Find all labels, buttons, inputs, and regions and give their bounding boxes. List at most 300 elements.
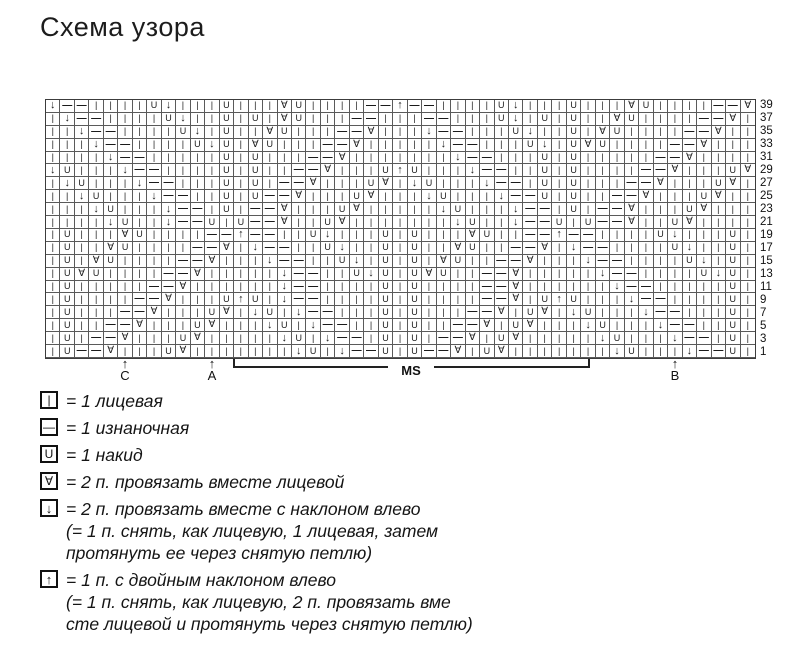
grid-cell-yarn-over: U (668, 242, 682, 255)
grid-cell-knit: | (741, 242, 755, 255)
grid-cell-knit: | (726, 152, 740, 165)
grid-cell-yarn-over: U (191, 139, 205, 152)
grid-cell-purl: — (60, 100, 74, 113)
grid-cell-yarn-over: U (104, 255, 118, 268)
grid-cell-double-decrease: ↑ (393, 100, 407, 113)
grid-cell-ssk: ↓ (581, 255, 595, 268)
grid-cell-knit: | (75, 319, 89, 332)
grid-cell-yarn-over: U (596, 319, 610, 332)
grid-cell-knit: | (552, 177, 566, 190)
grid-cell-purl: — (480, 281, 494, 294)
grid-cell-knit: | (422, 139, 436, 152)
grid-cell-knit: | (509, 229, 523, 242)
grid-cell-yarn-over: U (220, 100, 234, 113)
grid-cell-k2tog: ∀ (335, 152, 349, 165)
grid-cell-knit: | (278, 306, 292, 319)
grid-cell-knit: | (567, 255, 581, 268)
grid-cell-yarn-over: U (220, 177, 234, 190)
grid-cell-yarn-over: U (466, 216, 480, 229)
grid-cell-knit: | (422, 281, 436, 294)
grid-cell-yarn-over: U (451, 203, 465, 216)
grid-cell-ssk: ↓ (509, 100, 523, 113)
grid-cell-double-decrease: ↑ (552, 293, 566, 306)
grid-cell-purl: — (89, 345, 103, 358)
grid-cell-knit: | (668, 281, 682, 294)
grid-cell-yarn-over: U (625, 113, 639, 126)
grid-cell-knit: | (451, 100, 465, 113)
grid-cell-knit: | (523, 332, 537, 345)
grid-cell-knit: | (263, 177, 277, 190)
grid-cell-knit: | (639, 152, 653, 165)
grid-cell-knit: | (350, 100, 364, 113)
grid-cell-knit: | (408, 216, 422, 229)
chart-row-numbers (760, 99, 790, 359)
grid-cell-knit: | (639, 203, 653, 216)
grid-cell-knit: | (104, 113, 118, 126)
grid-cell-knit: | (741, 345, 755, 358)
grid-cell-yarn-over: U (581, 216, 595, 229)
grid-cell-knit: | (741, 281, 755, 294)
grid-cell-knit: | (581, 268, 595, 281)
grid-cell-purl: — (133, 164, 147, 177)
grid-cell-knit: | (523, 152, 537, 165)
grid-cell-knit: | (379, 216, 393, 229)
grid-cell-knit: | (379, 126, 393, 139)
grid-cell-purl: — (437, 332, 451, 345)
grid-cell-knit: | (712, 229, 726, 242)
grid-cell-knit: | (495, 319, 509, 332)
grid-cell-yarn-over: U (408, 164, 422, 177)
grid-cell-knit: | (249, 281, 263, 294)
grid-cell-ssk: ↓ (278, 281, 292, 294)
grid-cell-yarn-over: U (538, 190, 552, 203)
grid-cell-knit: | (683, 164, 697, 177)
grid-cell-knit: | (234, 332, 248, 345)
grid-cell-knit: | (610, 242, 624, 255)
grid-cell-knit: | (133, 216, 147, 229)
grid-cell-knit: | (654, 100, 668, 113)
grid-cell-knit: | (408, 203, 422, 216)
grid-cell-yarn-over: U (133, 229, 147, 242)
grid-cell-knit: | (191, 152, 205, 165)
grid-cell-yarn-over: U (726, 281, 740, 294)
grid-cell-yarn-over: U (726, 242, 740, 255)
grid-cell-yarn-over: U (523, 306, 537, 319)
grid-cell-yarn-over: U (220, 113, 234, 126)
grid-cell-knit: | (118, 281, 132, 294)
grid-cell-knit: | (75, 216, 89, 229)
grid-cell-yarn-over: U (118, 216, 132, 229)
grid-cell-purl: — (451, 319, 465, 332)
grid-cell-yarn-over: U (726, 255, 740, 268)
grid-cell-knit: | (220, 281, 234, 294)
grid-cell-knit: | (552, 113, 566, 126)
grid-cell-knit: | (46, 345, 60, 358)
grid-cell-knit: | (263, 293, 277, 306)
grid-cell-k2tog: ∀ (75, 268, 89, 281)
grid-cell-purl: — (523, 229, 537, 242)
grid-cell-purl: — (610, 190, 624, 203)
grid-cell-yarn-over: U (220, 164, 234, 177)
grid-cell-knit: | (46, 319, 60, 332)
grid-cell-ssk: ↓ (422, 190, 436, 203)
grid-cell-purl: — (162, 268, 176, 281)
grid-cell-knit: | (147, 203, 161, 216)
grid-cell-k2tog: ∀ (712, 190, 726, 203)
row-number: 3 (760, 333, 767, 345)
grid-cell-ssk: ↓ (567, 306, 581, 319)
legend (40, 390, 780, 640)
grid-cell-yarn-over: U (335, 255, 349, 268)
grid-cell-knit: | (437, 177, 451, 190)
grid-cell-knit: | (741, 152, 755, 165)
grid-cell-knit: | (46, 255, 60, 268)
grid-cell-knit: | (220, 268, 234, 281)
grid-cell-purl: — (596, 203, 610, 216)
grid-cell-yarn-over: U (567, 139, 581, 152)
grid-cell-knit: | (639, 332, 653, 345)
grid-cell-knit: | (350, 229, 364, 242)
grid-cell-purl: — (118, 152, 132, 165)
grid-cell-yarn-over: U (408, 332, 422, 345)
grid-cell-purl: — (523, 203, 537, 216)
grid-cell-yarn-over: U (379, 268, 393, 281)
grid-cell-yarn-over: U (552, 216, 566, 229)
grid-cell-knit: | (683, 293, 697, 306)
grid-cell-k2tog: ∀ (712, 126, 726, 139)
row-number: 13 (760, 268, 773, 280)
grid-cell-knit: | (639, 216, 653, 229)
grid-cell-knit: | (292, 203, 306, 216)
grid-cell-knit: | (321, 281, 335, 294)
grid-cell-yarn-over: U (538, 152, 552, 165)
grid-cell-knit: | (668, 203, 682, 216)
grid-cell-knit: | (741, 319, 755, 332)
grid-cell-yarn-over: U (726, 293, 740, 306)
double-decrease-icon: ↑ (40, 570, 58, 588)
grid-cell-knit: | (220, 255, 234, 268)
grid-cell-ssk: ↓ (654, 319, 668, 332)
grid-cell-purl: — (697, 113, 711, 126)
grid-cell-k2tog: ∀ (422, 268, 436, 281)
grid-cell-knit: | (191, 293, 205, 306)
grid-cell-knit: | (523, 268, 537, 281)
grid-cell-knit: | (654, 216, 668, 229)
grid-cell-ssk: ↓ (205, 139, 219, 152)
grid-cell-ssk: ↓ (89, 203, 103, 216)
grid-cell-yarn-over: U (60, 164, 74, 177)
grid-cell-knit: | (654, 345, 668, 358)
grid-cell-purl: — (162, 281, 176, 294)
grid-cell-yarn-over: U (379, 281, 393, 294)
grid-cell-k2tog: ∀ (278, 113, 292, 126)
grid-cell-purl: — (379, 100, 393, 113)
grid-cell-purl: — (523, 190, 537, 203)
grid-cell-knit: | (89, 319, 103, 332)
grid-cell-knit: | (364, 203, 378, 216)
grid-cell-knit: | (162, 319, 176, 332)
grid-cell-knit: | (263, 100, 277, 113)
grid-cell-knit: | (147, 113, 161, 126)
grid-cell-k2tog: ∀ (495, 306, 509, 319)
grid-cell-purl: — (176, 268, 190, 281)
grid-cell-purl: — (422, 113, 436, 126)
grid-cell-yarn-over: U (292, 332, 306, 345)
grid-cell-purl: — (335, 126, 349, 139)
grid-cell-purl: — (104, 126, 118, 139)
grid-cell-knit: | (639, 113, 653, 126)
grid-cell-knit: | (393, 177, 407, 190)
grid-cell-k2tog: ∀ (741, 100, 755, 113)
grid-cell-k2tog: ∀ (220, 242, 234, 255)
grid-cell-knit: | (46, 281, 60, 294)
grid-cell-yarn-over: U (683, 203, 697, 216)
grid-cell-knit: | (263, 345, 277, 358)
grid-cell-knit: | (176, 229, 190, 242)
grid-cell-knit: | (683, 281, 697, 294)
grid-cell-knit: | (75, 281, 89, 294)
grid-cell-yarn-over: U (408, 306, 422, 319)
grid-cell-knit: | (437, 216, 451, 229)
grid-cell-yarn-over: U (610, 126, 624, 139)
grid-cell-knit: | (697, 177, 711, 190)
row-number: 31 (760, 151, 773, 163)
grid-cell-purl: — (523, 242, 537, 255)
grid-cell-k2tog: ∀ (191, 332, 205, 345)
grid-cell-yarn-over: U (437, 268, 451, 281)
grid-cell-yarn-over: U (89, 190, 103, 203)
grid-cell-knit: | (668, 190, 682, 203)
marker-a-label: A (207, 368, 217, 383)
grid-cell-knit: | (89, 229, 103, 242)
grid-cell-purl: — (278, 177, 292, 190)
grid-cell-purl: — (176, 203, 190, 216)
grid-cell-purl: — (480, 293, 494, 306)
grid-cell-purl: — (162, 177, 176, 190)
grid-cell-yarn-over: U (495, 113, 509, 126)
grid-cell-k2tog: ∀ (249, 139, 263, 152)
grid-cell-knit: | (379, 190, 393, 203)
grid-cell-purl: — (625, 281, 639, 294)
grid-cell-yarn-over: U (220, 190, 234, 203)
grid-cell-yarn-over: U (176, 126, 190, 139)
row-number: 11 (760, 281, 772, 293)
grid-cell-ssk: ↓ (596, 332, 610, 345)
grid-cell-ssk: ↓ (567, 242, 581, 255)
grid-cell-knit: | (726, 139, 740, 152)
row-number: 7 (760, 307, 767, 319)
grid-cell-purl: — (263, 203, 277, 216)
grid-cell-purl: — (104, 332, 118, 345)
purl-icon: — (40, 418, 58, 436)
grid-cell-yarn-over: U (538, 293, 552, 306)
grid-cell-knit: | (683, 306, 697, 319)
grid-cell-knit: | (408, 152, 422, 165)
grid-cell-yarn-over: U (726, 319, 740, 332)
grid-cell-knit: | (234, 203, 248, 216)
grid-cell-yarn-over: U (480, 229, 494, 242)
grid-cell-yarn-over: U (60, 229, 74, 242)
grid-cell-purl: — (466, 139, 480, 152)
grid-cell-purl: — (104, 319, 118, 332)
grid-cell-knit: | (104, 190, 118, 203)
grid-cell-k2tog: ∀ (451, 345, 465, 358)
grid-cell-purl: — (292, 281, 306, 294)
grid-cell-ssk: ↓ (480, 177, 494, 190)
grid-cell-yarn-over: U (364, 177, 378, 190)
grid-cell-ssk: ↓ (263, 319, 277, 332)
grid-cell-k2tog: ∀ (610, 113, 624, 126)
grid-cell-knit: | (567, 319, 581, 332)
grid-cell-knit: | (596, 293, 610, 306)
grid-cell-knit: | (567, 216, 581, 229)
grid-cell-yarn-over: U (495, 332, 509, 345)
grid-cell-yarn-over: U (538, 113, 552, 126)
grid-cell-purl: — (466, 306, 480, 319)
grid-cell-purl: — (654, 293, 668, 306)
grid-cell-knit: | (335, 177, 349, 190)
grid-cell-knit: | (697, 293, 711, 306)
grid-cell-knit: | (639, 255, 653, 268)
grid-cell-knit: | (379, 113, 393, 126)
grid-cell-ssk: ↓ (625, 293, 639, 306)
grid-cell-ssk: ↓ (509, 113, 523, 126)
grid-cell-ssk: ↓ (437, 139, 451, 152)
grid-cell-yarn-over: U (596, 139, 610, 152)
grid-cell-knit: | (581, 100, 595, 113)
grid-cell-knit: | (89, 177, 103, 190)
grid-cell-knit: | (133, 190, 147, 203)
grid-cell-knit: | (567, 332, 581, 345)
grid-cell-knit: | (552, 268, 566, 281)
grid-cell-purl: — (610, 255, 624, 268)
grid-cell-knit: | (263, 332, 277, 345)
grid-cell-purl: — (306, 164, 320, 177)
grid-cell-knit: | (292, 319, 306, 332)
grid-cell-knit: | (89, 281, 103, 294)
grid-cell-purl: — (408, 100, 422, 113)
legend-item-purl (40, 417, 780, 439)
grid-cell-knit: | (133, 126, 147, 139)
grid-cell-yarn-over: U (321, 242, 335, 255)
grid-cell-purl: — (220, 229, 234, 242)
grid-cell-yarn-over: U (249, 152, 263, 165)
grid-cell-knit: | (697, 242, 711, 255)
grid-cell-purl: — (466, 319, 480, 332)
grid-cell-knit: | (596, 164, 610, 177)
grid-cell-purl: — (437, 345, 451, 358)
grid-cell-knit: | (422, 164, 436, 177)
grid-cell-knit: | (480, 113, 494, 126)
grid-cell-knit: | (350, 281, 364, 294)
grid-cell-yarn-over: U (408, 319, 422, 332)
grid-cell-knit: | (697, 152, 711, 165)
grid-cell-yarn-over: U (263, 306, 277, 319)
grid-cell-yarn-over: U (306, 229, 320, 242)
grid-cell-knit: | (147, 319, 161, 332)
grid-cell-yarn-over: U (176, 332, 190, 345)
grid-cell-knit: | (147, 345, 161, 358)
grid-cell-knit: | (234, 100, 248, 113)
grid-cell-purl: — (523, 216, 537, 229)
grid-cell-knit: | (581, 203, 595, 216)
grid-cell-knit: | (697, 216, 711, 229)
legend-item-text: = 1 накид (66, 445, 143, 465)
grid-cell-yarn-over: U (379, 306, 393, 319)
grid-cell-k2tog: ∀ (176, 281, 190, 294)
grid-cell-knit: | (538, 319, 552, 332)
grid-cell-ssk: ↓ (46, 164, 60, 177)
grid-cell-purl: — (596, 242, 610, 255)
grid-cell-knit: | (350, 177, 364, 190)
grid-cell-knit: | (205, 190, 219, 203)
grid-cell-knit: | (639, 319, 653, 332)
grid-cell-knit: | (75, 203, 89, 216)
grid-cell-knit: | (726, 203, 740, 216)
grid-cell-knit: | (480, 332, 494, 345)
grid-cell-knit: | (480, 100, 494, 113)
grid-cell-double-decrease: ↑ (393, 164, 407, 177)
grid-cell-k2tog: ∀ (509, 268, 523, 281)
grid-cell-knit: | (495, 139, 509, 152)
row-number: 27 (760, 177, 773, 189)
grid-cell-knit: | (552, 152, 566, 165)
grid-cell-purl: — (495, 164, 509, 177)
grid-cell-purl: — (437, 126, 451, 139)
grid-cell-knit: | (712, 281, 726, 294)
grid-cell-knit: | (697, 229, 711, 242)
grid-cell-purl: — (596, 255, 610, 268)
grid-cell-yarn-over: U (668, 216, 682, 229)
grid-cell-purl: — (292, 293, 306, 306)
grid-cell-knit: | (741, 190, 755, 203)
grid-cell-purl: — (249, 203, 263, 216)
grid-cell-purl: — (654, 164, 668, 177)
grid-cell-yarn-over: U (379, 255, 393, 268)
legend-item-text: = 1 изнаночная (66, 418, 190, 438)
grid-cell-knit: | (379, 203, 393, 216)
grid-cell-knit: | (393, 229, 407, 242)
grid-cell-purl: — (292, 268, 306, 281)
grid-cell-knit: | (610, 306, 624, 319)
grid-cell-knit: | (60, 126, 74, 139)
grid-cell-knit: | (46, 152, 60, 165)
grid-cell-knit: | (292, 216, 306, 229)
grid-cell-purl: — (538, 216, 552, 229)
grid-cell-purl: — (509, 255, 523, 268)
grid-cell-knit: | (234, 242, 248, 255)
grid-cell-yarn-over: U (523, 139, 537, 152)
grid-cell-purl: — (306, 281, 320, 294)
grid-cell-yarn-over: U (509, 319, 523, 332)
grid-cell-yarn-over: U (75, 177, 89, 190)
grid-cell-purl: — (639, 293, 653, 306)
grid-cell-k2tog: ∀ (596, 126, 610, 139)
grid-cell-knit: | (335, 164, 349, 177)
grid-cell-knit: | (46, 306, 60, 319)
grid-cell-knit: | (393, 203, 407, 216)
grid-cell-knit: | (466, 255, 480, 268)
grid-cell-yarn-over: U (89, 268, 103, 281)
grid-cell-knit: | (321, 293, 335, 306)
grid-cell-yarn-over: U (278, 126, 292, 139)
grid-cell-yarn-over: U (321, 216, 335, 229)
grid-cell-ssk: ↓ (350, 255, 364, 268)
grid-cell-knit: | (162, 152, 176, 165)
grid-cell-purl: — (683, 319, 697, 332)
grid-cell-yarn-over: U (220, 203, 234, 216)
grid-cell-ssk: ↓ (162, 216, 176, 229)
